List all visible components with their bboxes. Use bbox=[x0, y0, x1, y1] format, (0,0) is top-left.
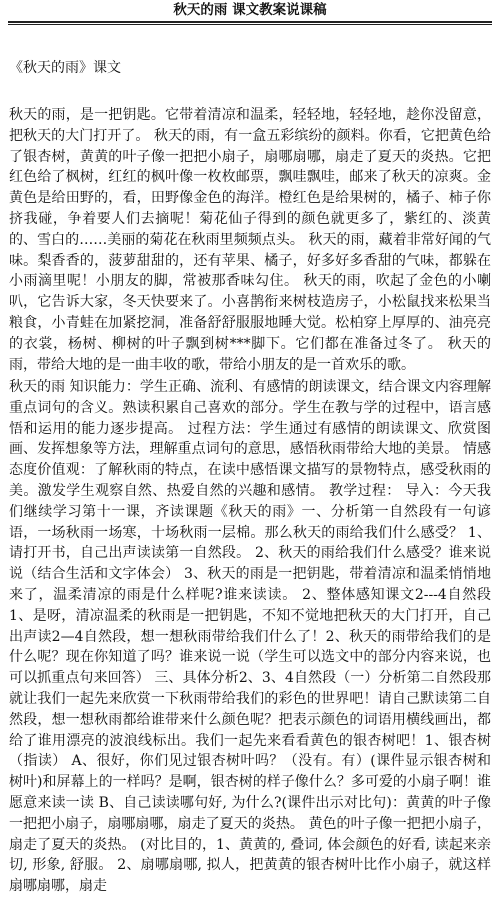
document-title: 《秋天的雨》课文 bbox=[9, 60, 121, 76]
text-paragraph-lesson: 秋天的雨，是一把钥匙。它带着清凉和温柔，轻轻地，轻轻地，趁你没留意，把秋天的大门打开了。 秋天的雨，有一盒五彩缤纷的颜料。你看，它把黄色给了银杏树，黄黄的叶子像一把把小扇子，扇哪扇哪，扇走了夏天的炎热。它把红色给了枫树，红红的枫叶像一枚枚邮票，飘哇飘哇，邮来了秋天的凉爽。金黄色是给田野的，看，田野像金色的海洋。橙红色是给果树的，橘子、柿子你挤我碰，争着要人们去摘呢！菊花仙子得到的颜色就更多了，紫红的、淡黄的、雪白的……美丽的菊花在秋雨里频频点头。 秋天的雨，藏着非常好闻的气味。梨香香的，菠萝甜甜的，还有苹果、橘子，好多好多香甜的气味，都躲在小雨滴里呢！小朋友的脚，常被那香味勾住。 秋天的雨，吹起了金色的小喇叭，它告诉大家，冬天快要来了。小喜鹊衔来树枝造房子，小松鼠找来松果当粮食，小青蛙在加紧挖洞，准备舒舒服服地睡大觉。松柏穿上厚厚的、油亮亮的衣裳，杨树、柳树的叶子飘到树***脚下。它们都在准备过冬了。 秋天的雨，带给大地的是一曲丰收的歌，带给小朋友的是一首欢乐的歌。 bbox=[9, 107, 491, 373]
page-header-title: 秋天的雨 课文教案说课稿 bbox=[173, 2, 327, 18]
text-paragraph-teaching-plan: 秋天的雨 知识能力：学生正确、流利、有感情的朗读课文，结合课文内容理解重点词句的含义。熟读积累自己喜欢的部分。学生在教与学的过程中，语言感悟和运用的能力逐步提高。 过程方法：学生通过有感情的朗读课文、欣赏图画、发挥想象等方法，理解重点词句的意思，感悟秋雨带给大地的美景。 情感态度价值观：了解秋雨的特点，在读中感悟课文描写的景物特点，感受秋雨的美。激发学生观察自然、热爱自然的兴趣和感情。 教学过程： 导入：今天我们继续学习第十一课，齐读课题《秋天的雨》一、分析第一自然段有一句谚语，一场秋雨一场寒，十场秋雨一层棉。那么秋天的雨给我们什么感受？ 1、请打开书，自己出声读读第一自然段。 2、秋天的雨给我们什么感受？谁来说说（结合生活和文字体会） 3、秋天的雨是一把钥匙，带着清凉和温柔悄悄地来了，温柔清凉的雨是什么样呢?谁来读读。 2、整体感知课文2---4自然段 1、是呀，清凉温柔的秋雨是一把钥匙，不知不觉地把秋天的大门打开，自己出声读2—4自然段，想一想秋雨带给我们什么了！2、秋天的雨带给我们的是什么呢？现在你知道了吗？谁来说一说（学生可以选文中的部分内容来说，也可以抓重点句来回答） 三、具体分析2、3、4自然段（一）分析第二自然段那就让我们一起先来欣赏一下秋雨带给我们的彩色的世界吧！请自己默读第二自然段，想一想秋雨都给谁带来什么颜色呢？把表示颜色的词语用横线画出，都给了谁用漂亮的波浪线标出。我们一起先来看看黄色的银杏树吧！1、银杏树（指读） A、很好，你们见过银杏树叶吗？（没有。有）(课件显示银杏树和树叶)和屏幕上的一样吗？是啊，银杏树的样子像什么？多可爱的小扇子啊！谁愿意来读一读 B、自己读读哪句好, 为什么?(课件出示对比句)：黄黄的叶子像一把把小扇子，扇哪扇哪，扇走了夏天的炎热。 黄色的叶子像一把把小扇子，扇走了夏天的炎热。 (对比目的，1、黄黄的, 叠词, 体会颜色的好看, 读起来亲切, 形象, 舒服。 2、扇哪扇哪, 拟人，把黄黄的银杏树叶比作小扇子，就这样扇哪扇哪，扇走 bbox=[9, 379, 491, 895]
header-rule-thick bbox=[8, 21, 492, 23]
header-rule-thin bbox=[8, 24, 492, 25]
